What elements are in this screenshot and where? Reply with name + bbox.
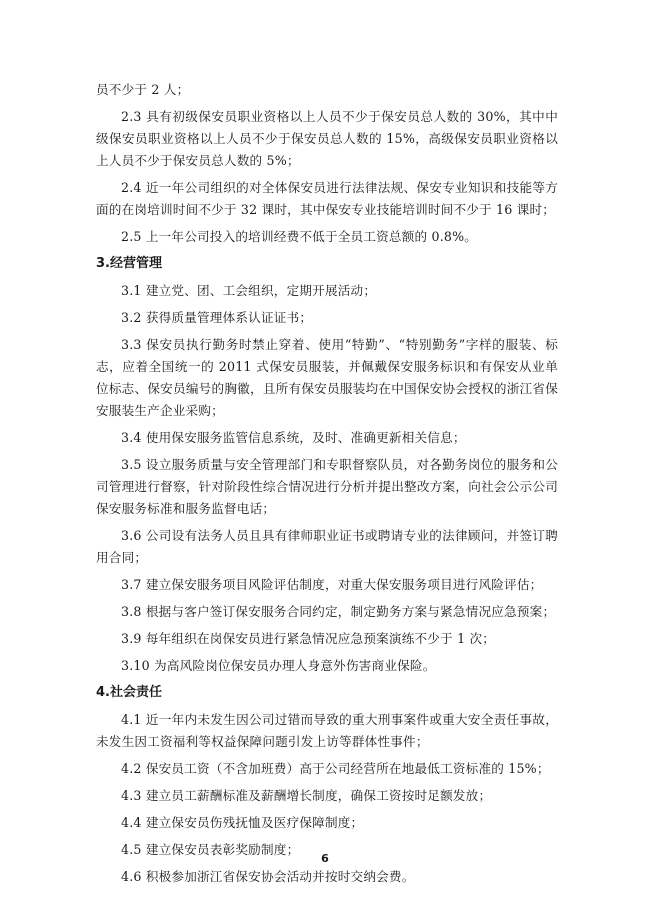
section-heading-4: 4.社会责任 [96, 685, 162, 700]
page-number: 6 [321, 852, 329, 865]
paragraph-3-5: 3.5 设立服务质量与安全管理部门和专职督察队员，对各勤务岗位的服务和公司管理进行督察，针对阶段性综合情况进行分析并提出整改方案，向社会公示公司保安服务标准和服务监督电话； [96, 457, 558, 516]
paragraph-2-5: 2.5 上一年公司投入的培训经费不低于全员工资总额的 0.8%。 [121, 229, 478, 244]
paragraph-4-5: 4.5 建立保安员表彰奖励制度； [121, 842, 300, 857]
paragraph-3-1: 3.1 建立党、团、工会组织，定期开展活动； [121, 283, 377, 298]
paragraph-3-10: 3.10 为高风险岗位保安员办理人身意外伤害商业保险。 [121, 658, 436, 673]
paragraph-3-6: 3.6 公司设有法务人员且具有律师职业证书或聘请专业的法律顾问，并签订聘用合同； [96, 528, 558, 565]
paragraph-3-4: 3.4 使用保安服务监管信息系统，及时、准确更新相关信息； [121, 430, 466, 445]
paragraph-3-7: 3.7 建立保安服务项目风险评估制度，对重大保安服务项目进行风险评估； [121, 577, 543, 592]
paragraph-4-2: 4.2 保安员工资（不含加班费）高于公司经营所在地最低工资标准的 15%； [121, 761, 550, 776]
page-content [96, 79, 558, 893]
paragraph-2-3: 2.3 具有初级保安员职业资格以上人员不少于保安员总人数的 30%，其中中级保安员职业资格以上人员不少于保安员总人数的 15%，高级保安员职业资格以上人员不少于保安员总人数的 5%； [96, 109, 558, 168]
paragraph-4-4: 4.4 建立保安员伤残抚恤及医疗保障制度； [121, 815, 364, 830]
paragraph-4-6: 4.6 积极参加浙江省保安协会活动并按时交纳会费。 [121, 869, 415, 884]
paragraph-3-3: 3.3 保安员执行勤务时禁止穿着、使用“特勤”、“特别勤务”字样的服装、标志，应着全国统一的 2011 式保安员服装，并佩戴保安服务标识和有保安从业单位标志、保安员编号的胸徽，且所有保安员服装均在中国保安协会授权的浙江省保安服装生产企业采购； [96, 337, 558, 418]
section-heading-3: 3.经营管理 [96, 256, 162, 271]
paragraph-3-8: 3.8 根据与客户签订保安服务合同约定，制定勤务方案与紧急情况应急预案； [121, 604, 556, 619]
paragraph-4-1: 4.1 近一年内未发生因公司过错而导致的重大刑事案件或重大安全责任事故，未发生因工资福利等权益保障问题引发上访等群体性事件； [96, 712, 558, 749]
paragraph-continuation: 员不少于 2 人； [96, 82, 190, 97]
paragraph-3-2: 3.2 获得质量管理体系认证证书； [121, 310, 313, 325]
paragraph-2-4: 2.4 近一年公司组织的对全体保安员进行法律法规、保安专业知识和技能等方面的在岗培训时间不少于 32 课时，其中保安专业技能培训时间不少于 16 课时； [96, 180, 558, 217]
paragraph-4-3: 4.3 建立员工薪酬标准及薪酬增长制度，确保工资按时足额发放； [121, 788, 492, 803]
paragraph-3-9: 3.9 每年组织在岗保安员进行紧急情况应急预案演练不少于 1 次； [121, 631, 496, 646]
